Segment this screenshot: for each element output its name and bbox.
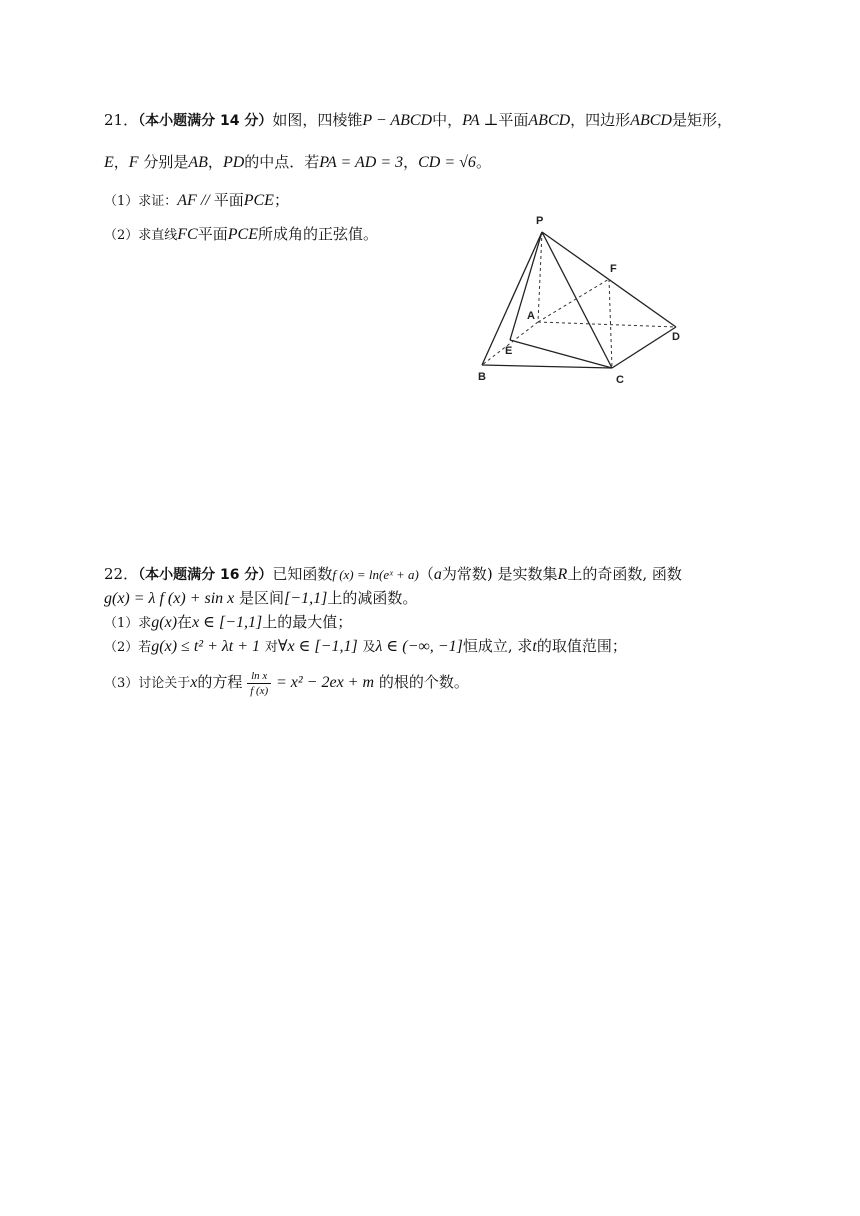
q21-math: PD <box>222 154 245 171</box>
label-P: P <box>536 215 544 227</box>
q22-math: g(x) <box>151 614 178 631</box>
q22-line2 <box>104 588 417 609</box>
edge-AF <box>538 279 609 322</box>
q22-text: （2）若 <box>104 640 152 655</box>
q22-math: g(x) ≤ t² + λt + 1 <box>151 638 261 655</box>
q21-math: FC <box>177 226 198 243</box>
label-C: C <box>616 374 624 386</box>
fraction-numerator: ln x <box>247 669 271 684</box>
q21-math: AB <box>188 154 208 171</box>
q21-text: 所成角的正弦值。 <box>257 225 378 243</box>
q22-text: （1）求 <box>104 616 152 631</box>
q21-math: CD = √6 <box>418 154 476 171</box>
pyramid-figure <box>470 210 700 390</box>
q22-math: a <box>433 566 442 583</box>
q22-text: 在 <box>177 613 193 631</box>
q22-math: g(x) = λ f (x) + sin x <box>104 590 235 607</box>
q21-math: PA ⊥ <box>462 112 499 129</box>
q21-math: ABCD <box>630 112 672 129</box>
q22-score: （本小题满分 16 分） <box>138 567 273 583</box>
edge-PE <box>510 232 542 340</box>
q21-number: 21． <box>104 111 139 129</box>
q22-text: 的取值范围； <box>536 637 627 655</box>
q22-text: 的方程 <box>197 673 243 691</box>
q21-text: ， <box>403 153 419 171</box>
q21-text: 中， <box>432 111 463 129</box>
q21-line1 <box>104 110 732 131</box>
q21-text: 是矩形， <box>671 111 732 129</box>
edge-BC <box>482 365 612 368</box>
q22-text: 上的奇函数, 函数 <box>567 565 682 583</box>
q22-text: 恒成立, 求 <box>462 637 533 655</box>
label-B: B <box>478 371 486 383</box>
q22-text: 对 <box>264 640 278 655</box>
q21-text: 如图，四棱锥 <box>272 111 363 129</box>
q22-text: 是区间 <box>239 589 285 607</box>
q22-text: 上的减函数。 <box>327 589 418 607</box>
q22-text: 及 <box>362 640 376 655</box>
q22-text: （ <box>418 565 434 583</box>
q21-math: PA = AD = 3 <box>319 154 404 171</box>
q22-part3 <box>104 664 469 702</box>
q21-text: 平面 <box>498 111 529 129</box>
q21-part2 <box>104 224 378 246</box>
edge-CD <box>612 327 676 368</box>
q22-line1 <box>104 564 682 585</box>
q22-text: 上的最大值； <box>262 613 353 631</box>
q22-text: 的根的个数。 <box>378 673 469 691</box>
q21-text: ， <box>113 153 129 171</box>
q22-part2 <box>104 636 627 658</box>
q21-text: 平面 <box>213 191 244 209</box>
q22-text: 已知函数 <box>272 565 333 583</box>
edge-AB <box>482 322 538 365</box>
edge-EC <box>510 340 612 368</box>
q22-text: 为常数) 是实数集 <box>441 565 558 583</box>
label-D: D <box>672 331 680 343</box>
q21-math: ABCD <box>528 112 571 129</box>
q21-math: F <box>128 154 139 171</box>
q22-math: λ ∈ (−∞, −1] <box>375 638 463 655</box>
q22-math: [−1,1] <box>284 590 328 607</box>
q21-part1 <box>104 190 289 212</box>
q22-math: x ∈ [−1,1] <box>192 614 263 631</box>
q21-text: ， <box>207 153 223 171</box>
q22-text: （3）讨论关于 <box>104 676 191 691</box>
q21-math: E <box>104 154 114 171</box>
q22-math: x <box>190 674 198 691</box>
q21-text: 的中点．若 <box>244 153 320 171</box>
edge-FC <box>609 279 612 368</box>
label-F: F <box>610 263 617 275</box>
q22-math: = x² − 2ex + m <box>275 674 375 691</box>
q22-math: t <box>532 638 537 655</box>
q21-text: ，四边形 <box>570 111 631 129</box>
q21-line2 <box>104 152 491 173</box>
edge-AD <box>538 322 676 327</box>
edge-PC <box>542 232 612 368</box>
label-E: E <box>505 345 513 357</box>
q22-part1 <box>104 612 352 634</box>
q21-text: （1）求证： <box>104 194 178 209</box>
label-A: A <box>527 310 535 322</box>
q21-text: 分别是 <box>143 153 189 171</box>
q21-math: P − ABCD <box>362 112 433 129</box>
q21-math: PCE <box>243 192 274 209</box>
q22-math: R <box>557 566 568 583</box>
q21-score: （本小题满分 14 分） <box>138 113 273 129</box>
q22-math: ∀x ∈ [−1,1] <box>277 638 358 655</box>
q22-math: f (x) = ln(eˣ + a) <box>332 567 419 582</box>
q21-text: 平面 <box>197 225 228 243</box>
q22-number: 22． <box>104 565 139 583</box>
fraction-denominator: f (x) <box>250 684 269 697</box>
q21-text: 。 <box>475 153 491 171</box>
q21-text: （2）求直线 <box>104 228 178 243</box>
q21-math: AF // <box>177 192 214 209</box>
q21-text: ； <box>273 191 289 209</box>
q21-math: PCE <box>227 226 258 243</box>
fraction-lnx-over-fx <box>247 669 271 698</box>
